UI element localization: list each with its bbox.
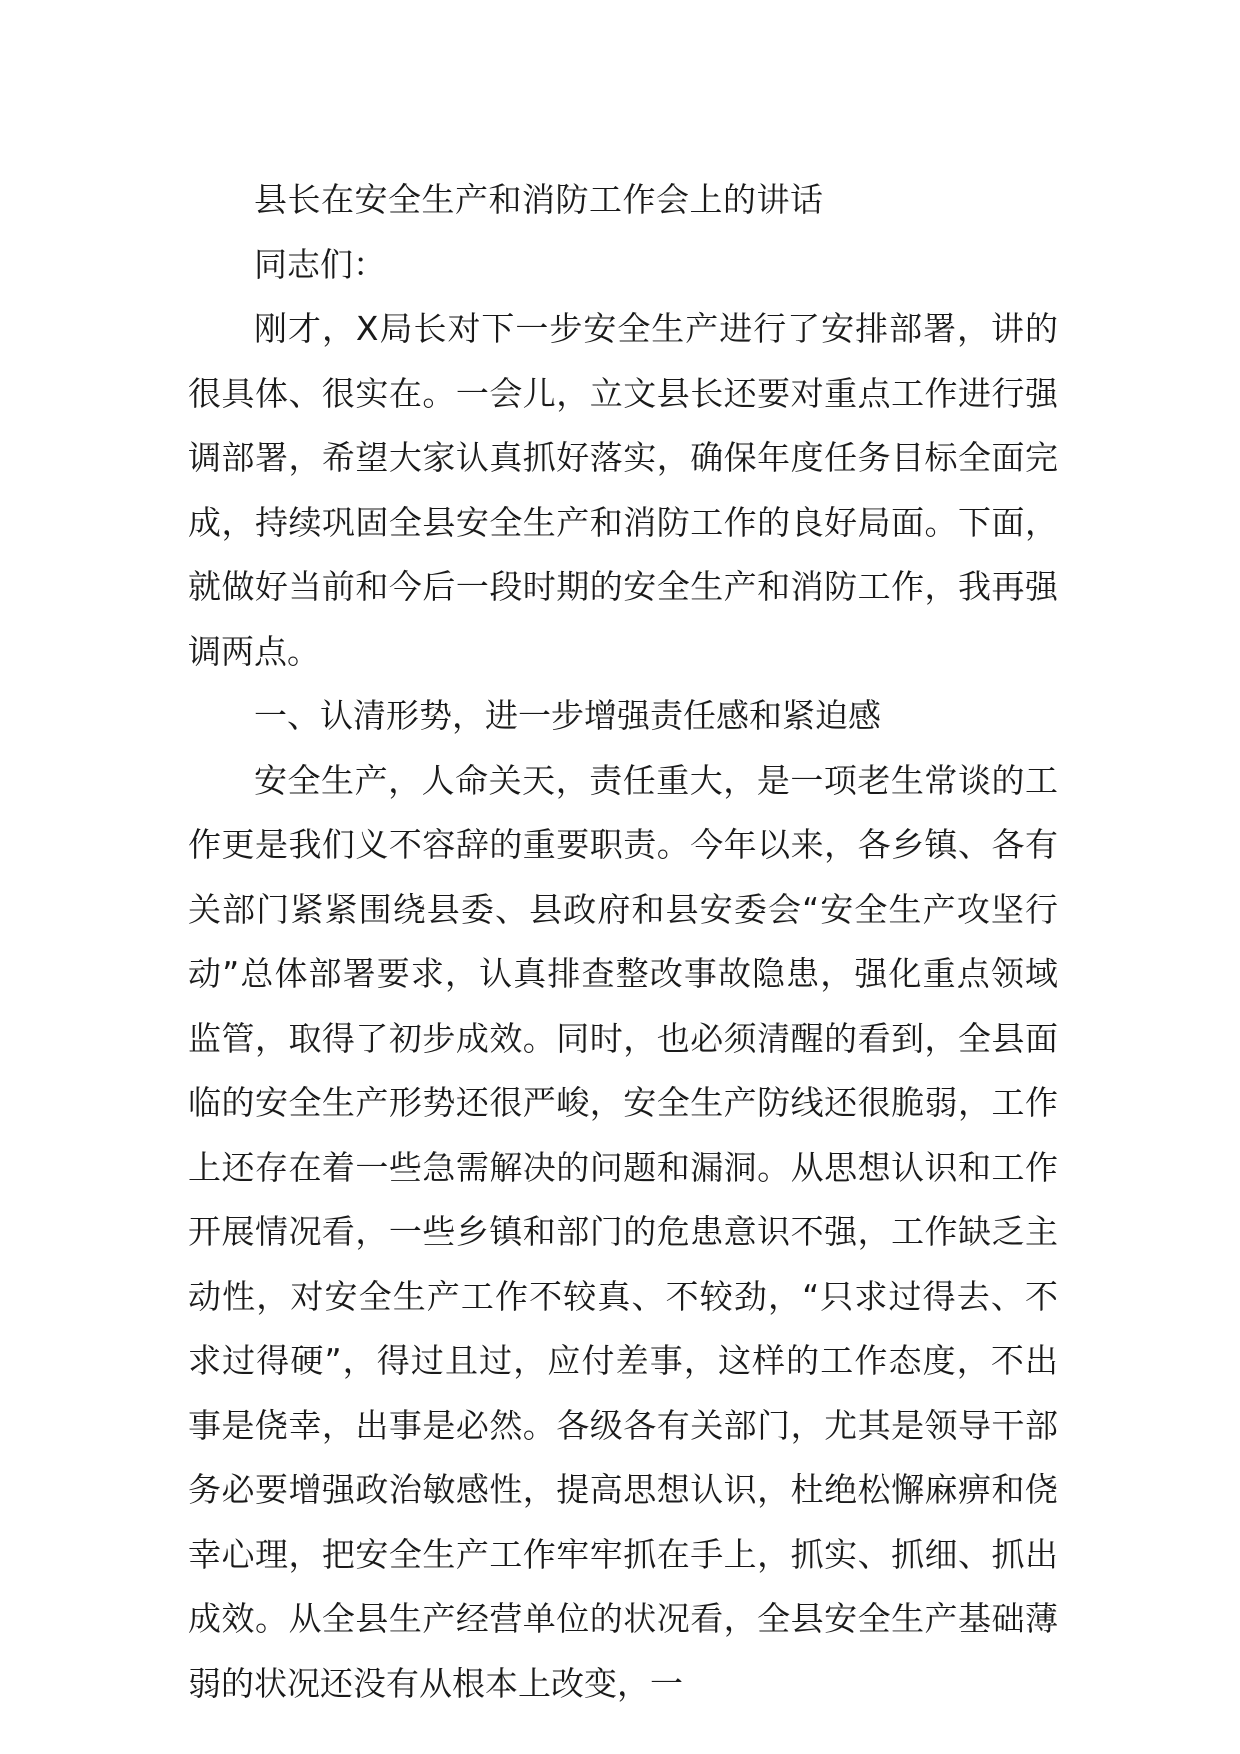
document-title: 县长在安全生产和消防工作会上的讲话 <box>254 180 824 219</box>
paragraph-intro: 刚才，X局长对下一步安全生产进行了安排部署，讲的很具体、很实在。一会儿，立文县长还要对重点工作进行强调部署，希望大家认真抓好落实，确保年度任务目标全面完成，持续巩固全县安全生产和消防工作的良好局面。下面，就做好当前和今后一段时期的安全生产和消防工作，我再强调两点。 <box>188 309 1058 671</box>
section-heading-1: 一、认清形势，进一步增强责任感和紧迫感 <box>254 696 881 735</box>
greeting: 同志们： <box>254 244 386 284</box>
document-page <box>188 168 1058 1716</box>
paragraph-body: 安全生产，人命关天，责任重大，是一项老生常谈的工作更是我们义不容辞的重要职责。今年以来，各乡镇、各有关部门紧紧围绕县委、县政府和县安委会“安全生产攻坚行动”总体部署要求，认真排查整改事故隐患，强化重点领域监管，取得了初步成效。同时，也必须清醒的看到，全县面临的安全生产形势还很严峻，安全生产防线还很脆弱，工作上还存在着一些急需解决的问题和漏洞。从思想认识和工作开展情况看，一些乡镇和部门的危患意识不强，工作缺乏主动性，对安全生产工作不较真、不较劲，“只求过得去、不求过得硬”，得过且过，应付差事，这样的工作态度，不出事是侥幸，出事是必然。各级各有关部门，尤其是领导干部务必要增强政治敏感性，提高思想认识，杜绝松懈麻痹和侥幸心理，把安全生产工作牢牢抓在手上，抓实、抓细、抓出成效。从全县生产经营单位的状况看，全县安全生产基础薄弱的状况还没有从根本上改变，一 <box>188 760 1058 1703</box>
